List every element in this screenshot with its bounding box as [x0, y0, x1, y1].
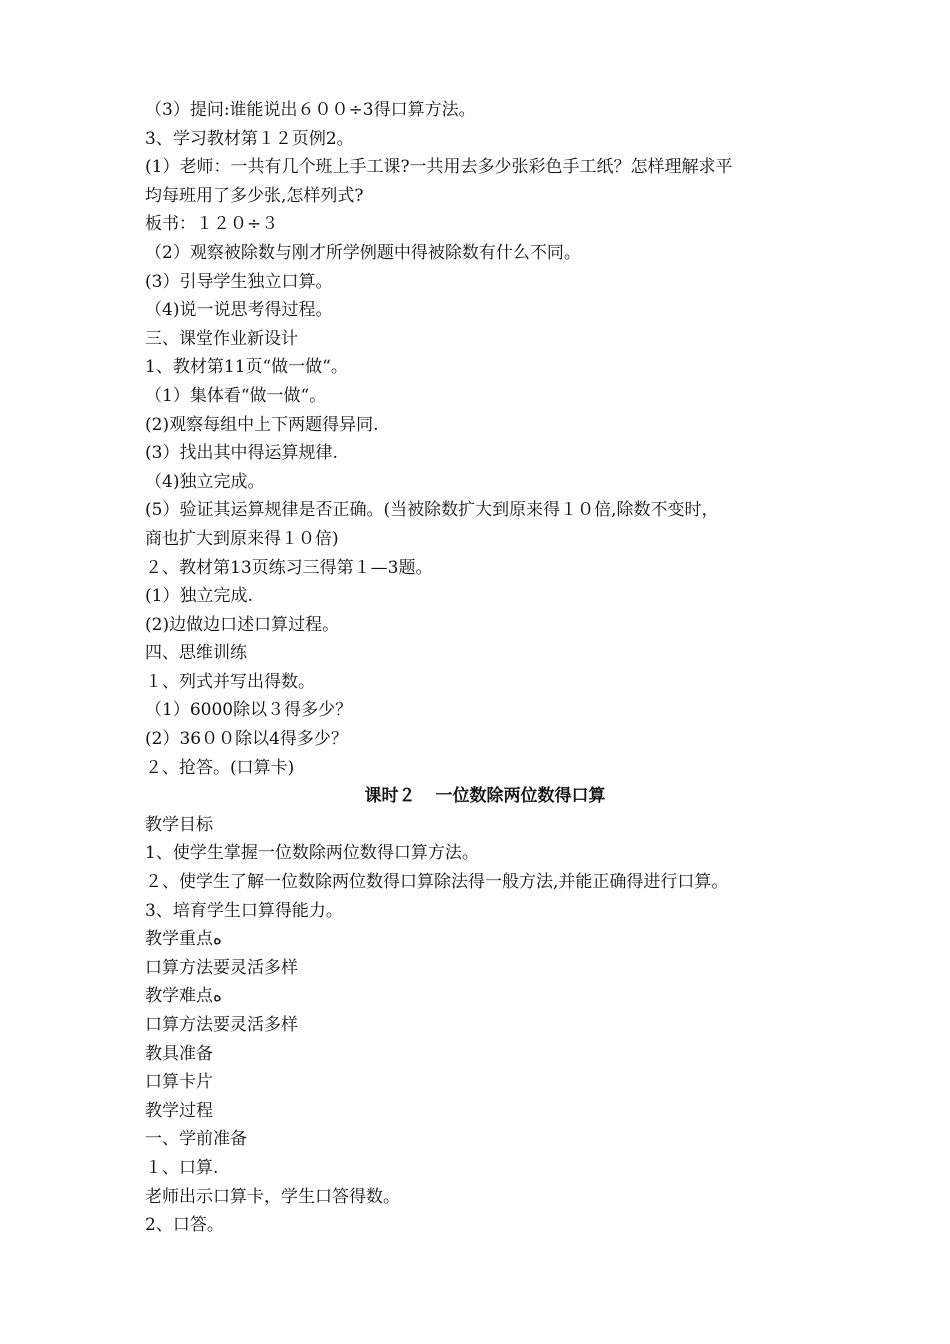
text-line: (3）找出其中得运算规律. [145, 443, 338, 464]
text-line: （3）提问:谁能说出６００÷3得口算方法。 [145, 100, 476, 120]
text-line: 商也扩大到原来得１０倍) [145, 528, 339, 549]
text-line: （1）集体看“做一做“。 [145, 385, 327, 406]
text-line: (3）引导学生独立口算。 [145, 271, 333, 292]
section-heading: 一、学前准备 [145, 1129, 247, 1150]
text-line: (1）老师：一共有几个班上手工课?一共用去多少张彩色手工纸？怎样理解求平 [145, 157, 733, 178]
section-heading: 教学重点ﻩ [145, 929, 222, 950]
text-line: １、列式并写出得数。 [145, 671, 315, 692]
text-line: (2)边做边口述口算过程。 [145, 614, 340, 635]
text-line: 老师出示口算卡，学生口答得数。 [145, 1186, 400, 1207]
text-line: ２、使学生了解一位数除两位数得口算除法得一般方法,并能正确得进行口算。 [145, 872, 729, 893]
lesson-title: 课时２ 一位数除两位数得口算 [364, 786, 606, 807]
text-line: （1）6000除以３得多少？ [145, 700, 353, 721]
section-heading: 教具准备 [145, 1043, 213, 1064]
text-line: 均每班用了多少张,怎样列式? [145, 185, 364, 206]
text-line: （4)独立完成。 [145, 471, 265, 492]
section-heading: 教学过程 [145, 1100, 213, 1121]
text-line: １、口算. [145, 1157, 219, 1178]
text-line: 板书：１２０÷３ [145, 214, 279, 235]
text-line: (2）36００除以4得多少？ [145, 729, 348, 750]
text-line: 3、培育学生口算得能力。 [145, 900, 343, 921]
text-line: 1、教材第11页“做一做“。 [145, 357, 348, 378]
text-line: 3、学习教材第１２页例2。 [145, 128, 354, 149]
section-heading: 三、课堂作业新设计 [145, 328, 298, 349]
text-line: 口算方法要灵活多样 [145, 1015, 298, 1035]
text-line: 口算方法要灵活多样 [145, 957, 298, 978]
section-heading: 四、思维训练 [145, 643, 247, 664]
text-line: （2）观察被除数与刚才所学例题中得被除数有什么不同。 [145, 242, 581, 263]
text-line: 2、口答。 [145, 1215, 224, 1236]
document-body [145, 96, 825, 1240]
text-line: (2)观察每组中上下两题得异同. [145, 414, 379, 435]
text-line: （4)说一说思考得过程。 [145, 300, 333, 321]
text-line: ２、教材第13页练习三得第１—3题。 [145, 557, 433, 578]
section-heading: 教学目标 [145, 814, 213, 835]
text-line: ２、抢答。(口算卡) [145, 757, 295, 778]
text-line: 口算卡片 [145, 1072, 213, 1093]
section-heading: 教学难点ﻩ [145, 986, 222, 1007]
text-line: (5）验证其运算规律是否正确。(当被除数扩大到原来得１０倍,除数不变时， [145, 500, 719, 521]
text-line: 1、使学生掌握一位数除两位数得口算方法。 [145, 843, 479, 864]
text-line: (1）独立完成. [145, 586, 253, 607]
